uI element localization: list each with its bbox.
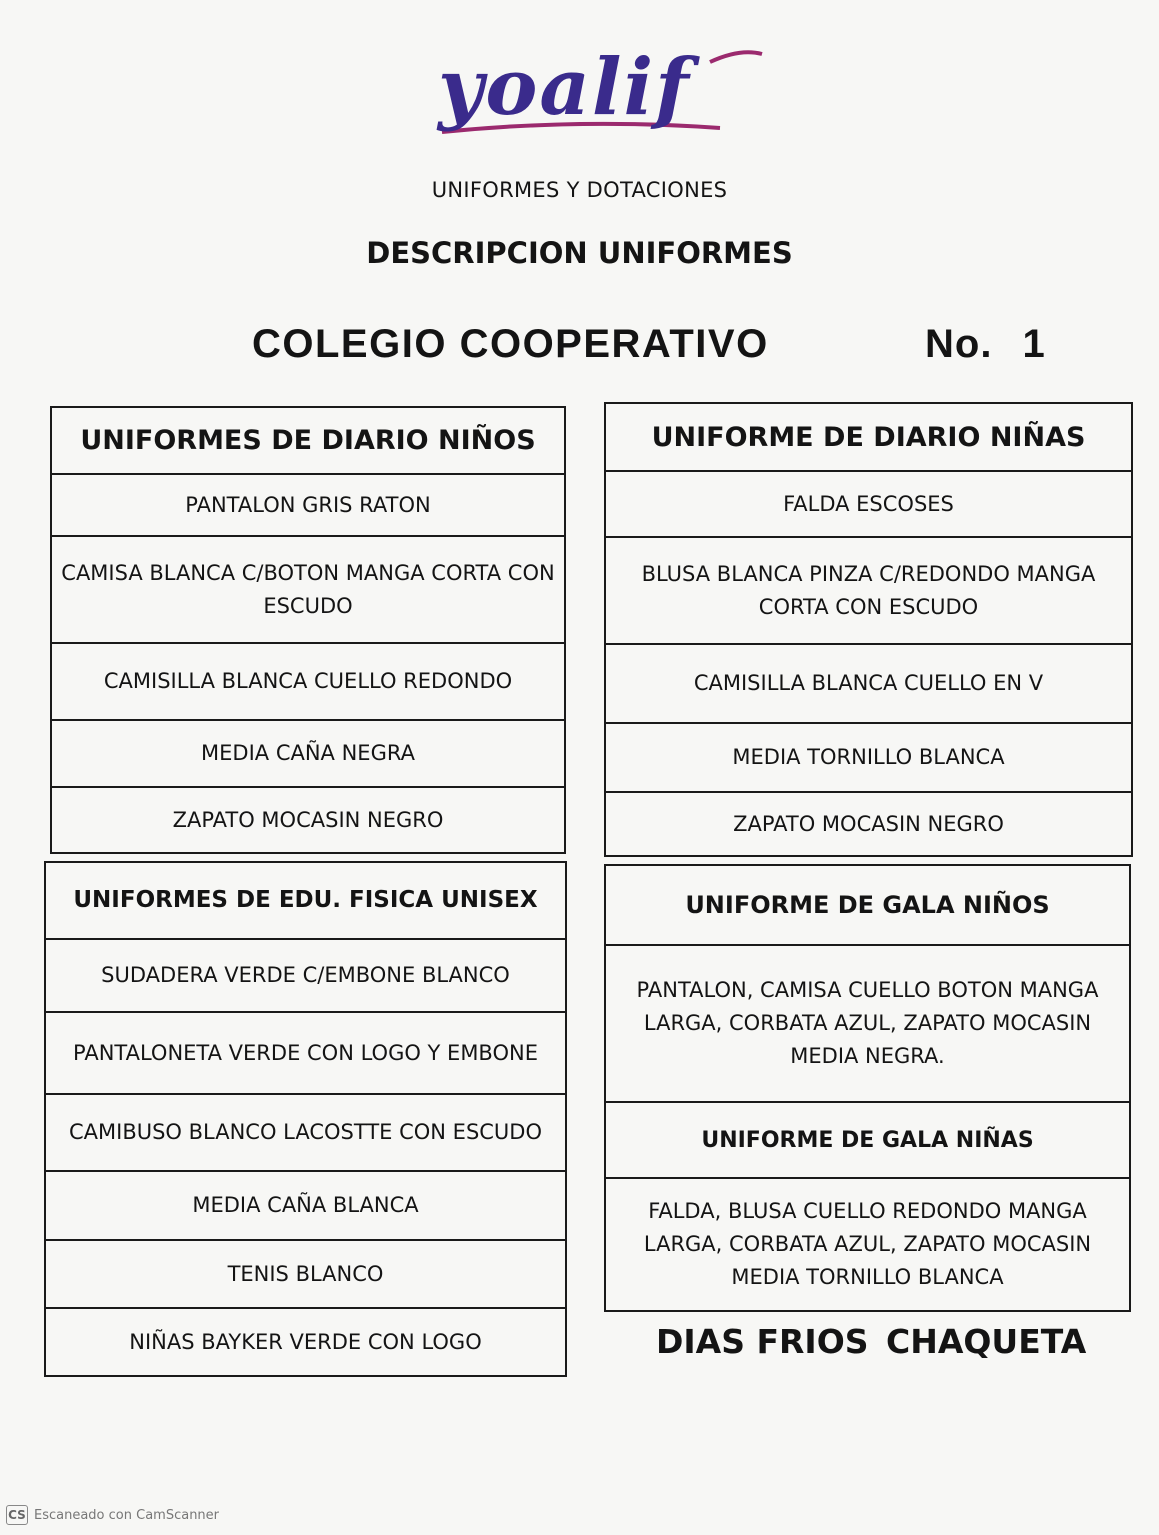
boys-daily-item: CAMISA BLANCA C/BOTON MANGA CORTA CON ESCUDO — [52, 537, 564, 644]
pe-unisex-item: PANTALONETA VERDE CON LOGO Y EMBONE — [46, 1013, 565, 1095]
logo-wordmark: yoalif — [438, 42, 691, 133]
gala-boys-heading: UNIFORME DE GALA NIÑOS — [606, 866, 1129, 946]
girls-daily-heading: UNIFORME DE DIARIO NIÑAS — [606, 404, 1131, 472]
pe-unisex-item: CAMIBUSO BLANCO LACOSTTE CON ESCUDO — [46, 1095, 565, 1172]
gala-boys-description: PANTALON, CAMISA CUELLO BOTON MANGA LARGA, CORBATA AZUL, ZAPATO MOCASIN MEDIA NEGRA. — [606, 946, 1129, 1103]
document-title: DESCRIPCION UNIFORMES — [366, 236, 793, 270]
school-name: COLEGIO COOPERATIVO — [252, 322, 769, 366]
cold-days-item: CHAQUETA — [886, 1322, 1087, 1361]
cold-days-label: DIAS FRIOS — [656, 1322, 869, 1361]
pe-unisex-item: SUDADERA VERDE C/EMBONE BLANCO — [46, 940, 565, 1013]
girls-daily-item: MEDIA TORNILLO BLANCA — [606, 724, 1131, 793]
gala-uniforms-table — [604, 864, 1131, 1312]
boys-daily-item: MEDIA CAÑA NEGRA — [52, 721, 564, 788]
scanner-text: Escaneado con CamScanner — [34, 1507, 220, 1523]
school-number: No. 1 — [925, 322, 1046, 366]
boys-daily-item: PANTALON GRIS RATON — [52, 475, 564, 537]
pe-unisex-item: NIÑAS BAYKER VERDE CON LOGO — [129, 1329, 482, 1354]
boys-daily-table — [50, 406, 566, 854]
girls-daily-item: FALDA ESCOSES — [606, 472, 1131, 538]
scanner-watermark — [6, 1505, 219, 1525]
girls-daily-item: BLUSA BLANCA PINZA C/REDONDO MANGA CORTA CON ESCUDO — [606, 538, 1131, 645]
company-subtitle: UNIFORMES Y DOTACIONES — [431, 178, 728, 202]
gala-girls-description: FALDA, BLUSA CUELLO REDONDO MANGA LARGA, CORBATA AZUL, ZAPATO MOCASIN MEDIA TORNILLO BLANCA — [643, 1199, 1092, 1289]
company-logo — [430, 40, 770, 150]
pe-unisex-item: MEDIA CAÑA BLANCA — [46, 1172, 565, 1241]
camscanner-icon: CS — [6, 1505, 28, 1525]
boys-daily-heading: UNIFORMES DE DIARIO NIÑOS — [52, 408, 564, 475]
pe-unisex-heading: UNIFORMES DE EDU. FISICA UNISEX — [46, 863, 565, 940]
girls-daily-item: CAMISILLA BLANCA CUELLO EN V — [606, 645, 1131, 724]
girls-daily-item: ZAPATO MOCASIN NEGRO — [733, 811, 1004, 836]
girls-daily-table — [604, 402, 1133, 857]
gala-girls-heading: UNIFORME DE GALA NIÑAS — [606, 1103, 1129, 1179]
pe-unisex-item: TENIS BLANCO — [46, 1241, 565, 1309]
pe-unisex-table — [44, 861, 567, 1377]
boys-daily-item: CAMISILLA BLANCA CUELLO REDONDO — [52, 644, 564, 721]
boys-daily-item: ZAPATO MOCASIN NEGRO — [172, 807, 444, 832]
